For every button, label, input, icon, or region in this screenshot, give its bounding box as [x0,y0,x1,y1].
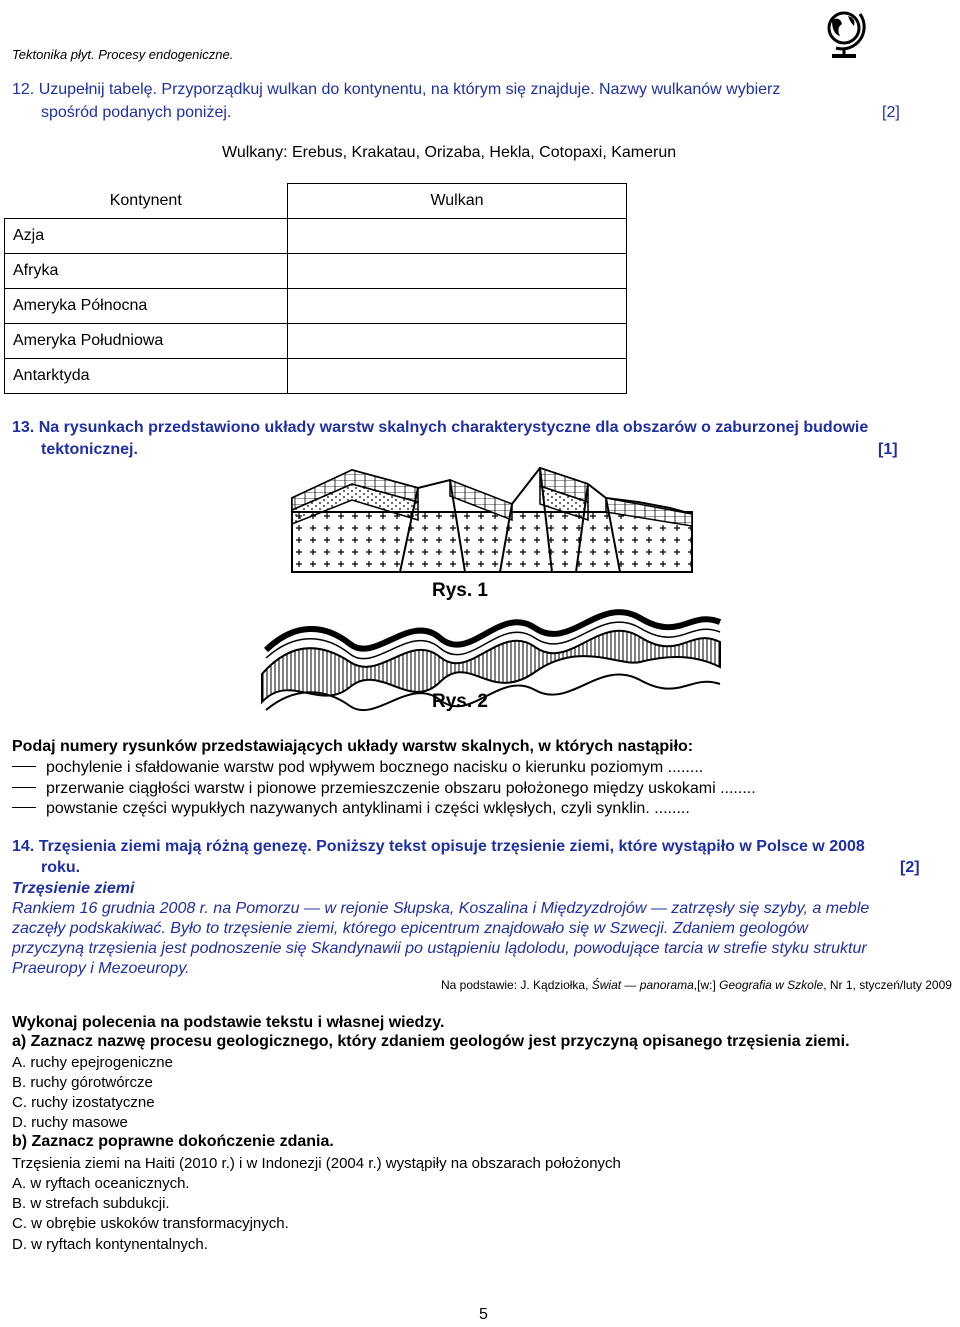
q12-line2: spośród podanych poniżej. [41,104,232,121]
q13-line1: 13. Na rysunkach przedstawiono układy warstw skalnych charakterystyczne dla obszarów o zaburzonej budowie [12,419,869,436]
option-a-4[interactable]: D. ruchy masowe [12,1114,128,1131]
rock-layers-figure [250,462,730,714]
continent-cell: Antarktyda [5,359,288,394]
header-title: Tektonika płyt. Procesy endogeniczne. [12,47,234,62]
option-b-2[interactable]: B. w strefach subdukcji. [12,1195,170,1212]
volcano-table [4,183,627,394]
globe-icon [822,6,870,60]
table-header-row [5,184,627,219]
option-a-3[interactable]: C. ruchy izostatyczne [12,1094,155,1111]
header-kontynent: Kontynent [109,191,182,209]
q14-b-question: b) Zaznacz poprawne dokończenie zdania. [12,1133,334,1150]
q14-points: [2] [900,859,920,876]
q14-b-stem: Trzęsienia ziemi na Haiti (2010 r.) i w Indonezji (2004 r.) wystąpiły na obszarach położonych [12,1155,621,1172]
volcano-answer-cell[interactable] [288,289,627,324]
q12-points: [2] [882,104,900,121]
q14-a-question: a) Zaznacz nazwę procesu geologicznego, który zdaniem geologów jest przyczyną opisanego trzęsienia ziemi. [12,1033,850,1050]
continent-cell: Ameryka Północna [5,289,288,324]
q14-line2: roku. [41,859,81,876]
volcano-answer-cell[interactable] [288,324,627,359]
volcano-list: Wulkany: Erebus, Krakatau, Orizaba, Hekla, Cotopaxi, Kamerun [222,144,677,161]
option-b-4[interactable]: D. w ryftach kontynentalnych. [12,1236,208,1253]
q13-instruction: Podaj numery rysunków przedstawiających układy warstw skalnych, w których nastąpiło: [12,738,694,755]
header-wulkan: Wulkan [288,184,627,219]
q14-line1: 14. Trzęsienia ziemi mają różną genezę. Poniższy tekst opisuje trzęsienie ziemi, które wystąpiło w Polsce w 2008 [12,838,865,855]
quote-line: Rankiem 16 grudnia 2008 r. na Pomorzu — w rejonie Słupska, Koszalina i Międzyzdrojów — zatrzęsły się szyby, a meble [12,900,870,917]
q13-line2: tektonicznej. [41,441,138,458]
quote-line: przyczyną trzęsienia jest podnoszenie się Skandynawii po ustąpieniu lądolodu, powodujące tarcia w strefie styku struktur [12,940,867,957]
q12-line1: 12. Uzupełnij tabelę. Przyporządkuj wulkan do kontynentu, na którym się znajduje. Nazwy wulkanów wybierz [12,81,781,98]
page-number: 5 [479,1306,488,1323]
q14-command: Wykonaj polecenia na podstawie tekstu i własnej wiedzy. [12,1014,445,1031]
table-row [5,219,627,254]
fig1-label: Rys. 1 [432,580,488,601]
source-citation: Na podstawie: J. Kądziołka, Świat — panorama,[w:] Geografia w Szkole, Nr 1, styczeń/luty 2009 [441,978,952,992]
q13-points: [1] [878,441,898,458]
quote-line: Praeuropy i Mezoeuropy. [12,960,190,977]
option-b-1[interactable]: A. w ryftach oceanicznych. [12,1175,190,1192]
volcano-answer-cell[interactable] [288,219,627,254]
volcano-answer-cell[interactable] [288,359,627,394]
quote-title: Trzęsienie ziemi [12,880,135,897]
fig1-block-diagram [292,468,692,572]
table-row [5,359,627,394]
q13-item: przerwanie ciągłości warstw i pionowe przemieszczenie obszaru położonego między uskokami ........ [12,780,756,798]
table-row [5,289,627,324]
volcano-answer-cell[interactable] [288,254,627,289]
q13-item: powstanie części wypukłych nazywanych antyklinami i części wklęsłych, czyli synklin. ........ [12,800,690,818]
continent-cell: Azja [5,219,288,254]
option-a-2[interactable]: B. ruchy górotwórcze [12,1074,153,1091]
continent-cell: Ameryka Południowa [5,324,288,359]
fig2-folded-layers [262,612,720,710]
fig2-label: Rys. 2 [432,691,488,712]
option-a-1[interactable]: A. ruchy epejrogeniczne [12,1054,173,1071]
quote-line: zaczęły podskakiwać. Było to trzęsienie ziemi, którego epicentrum znajdowało się w Szwecji. Zdaniem geologów [12,920,808,937]
q13-item: pochylenie i sfałdowanie warstw pod wpływem bocznego nacisku o kierunku poziomym ........ [12,759,703,777]
table-row [5,254,627,289]
continent-cell: Afryka [5,254,288,289]
option-b-3[interactable]: C. w obrębie uskoków transformacyjnych. [12,1215,289,1232]
table-row [5,324,627,359]
